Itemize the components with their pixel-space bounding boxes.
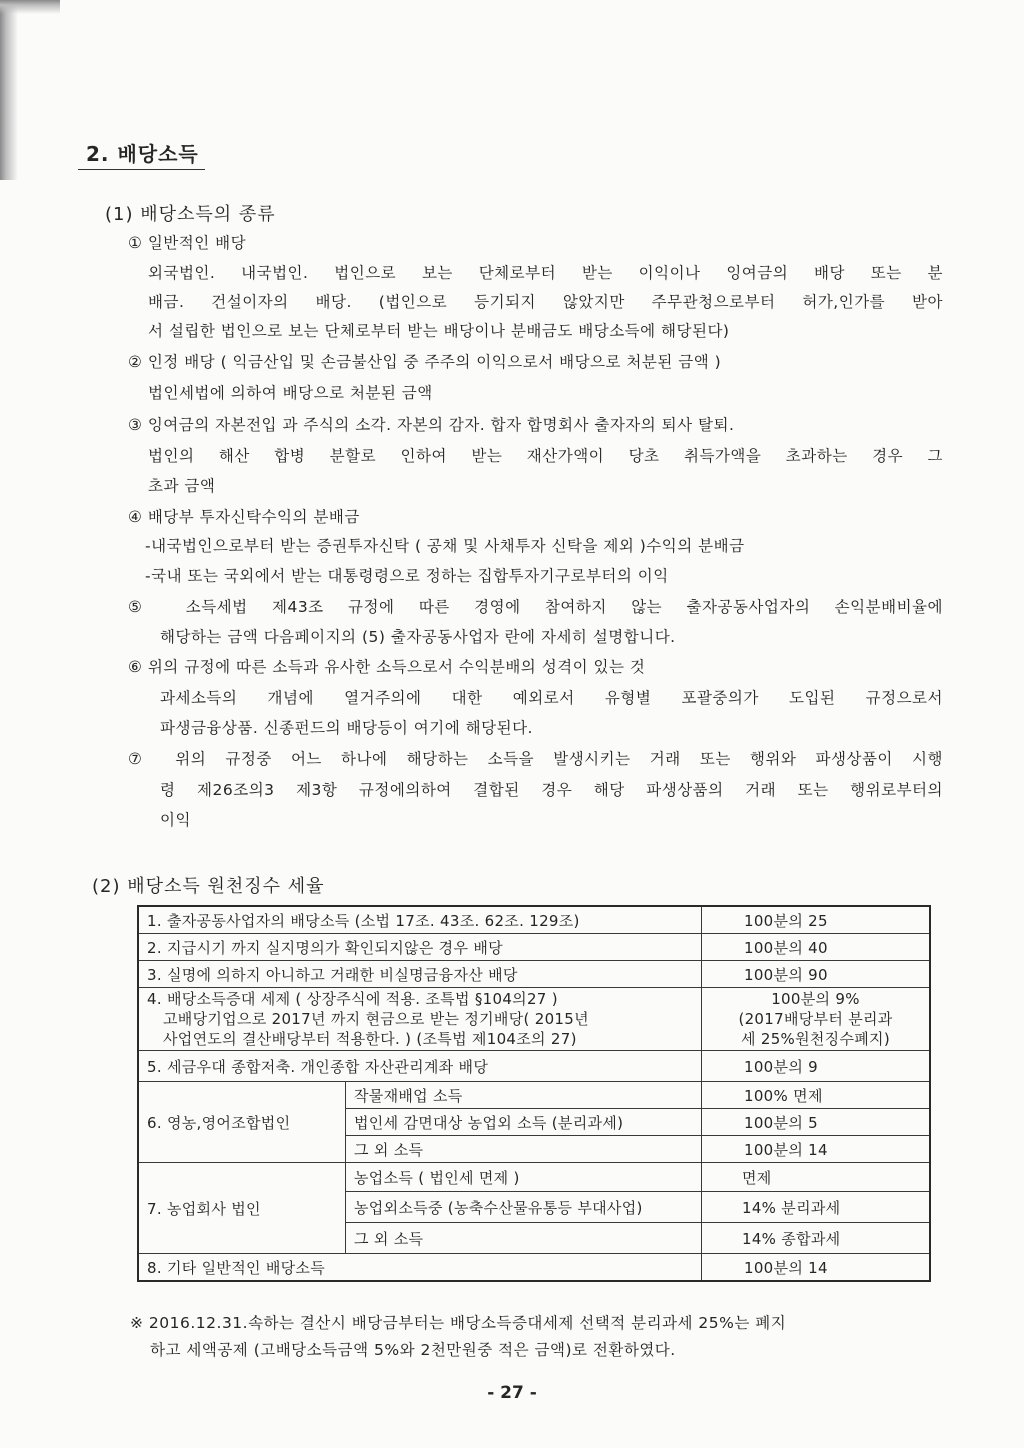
row2-rate: 100분의 40 bbox=[702, 934, 931, 961]
item3-title: ③ 잉여금의 자본전입 과 주식의 소각. 자본의 감자. 합자 합명회사 출자자의 퇴사 탈퇴. bbox=[128, 416, 735, 434]
item6-title: ⑥ 위의 규정에 따른 소득과 유사한 소득으로서 수익분배의 성격이 있는 것 bbox=[128, 658, 646, 676]
row6-sub1-rate: 100% 면제 bbox=[702, 1082, 931, 1109]
row6-sub2-item: 법인세 감면대상 농업외 소득 (분리과세) bbox=[346, 1109, 702, 1136]
item2-title: ② 인정 배당 ( 익금산입 및 손금불산입 중 주주의 이익으로서 배당으로 처분된 금액 ) bbox=[128, 353, 722, 371]
part2-heading: (2) 배당소득 원천징수 세율 bbox=[92, 876, 325, 897]
row1-item: 1. 출자공동사업자의 배당소득 (소법 17조. 43조. 62조. 129조) bbox=[138, 906, 702, 934]
row7-sub1-rate: 면제 bbox=[702, 1163, 931, 1192]
scan-edge-mark-top bbox=[0, 0, 60, 14]
item4-line2: -국내 또는 국외에서 받는 대통령령으로 정하는 집합투자기구로부터의 이익 bbox=[145, 567, 669, 585]
item5-line1: 해당하는 금액 다음페이지의 (5) 출자공동사업자 란에 자세히 설명합니다. bbox=[160, 628, 676, 646]
item7-title: ⑦ 위의 규정중 어느 하나에 해당하는 소득을 발생시키는 거래 또는 행위와 파생상품이 시행 bbox=[128, 750, 943, 768]
row6-group: 6. 영농,영어조합법인 bbox=[138, 1082, 346, 1163]
item6-line1: 과세소득의 개념에 열거주의에 대한 예외로서 유형별 포괄중의가 도입된 규정으로서 bbox=[160, 689, 943, 707]
row1-rate: 100분의 25 bbox=[702, 906, 931, 934]
table-row bbox=[138, 1254, 930, 1282]
table-row bbox=[138, 934, 930, 961]
item6-line2: 파생금융상품. 신종펀드의 배당등이 여기에 해당된다. bbox=[160, 719, 533, 737]
row4-rate-line1: 100분의 9% bbox=[771, 990, 860, 1008]
row3-rate: 100분의 90 bbox=[702, 961, 931, 988]
item4-line1: -내국법인으로부터 받는 증권투자신탁 ( 공채 및 사채투자 신탁을 제외 )수익의 분배금 bbox=[145, 537, 745, 555]
item1-title: ① 일반적인 배당 bbox=[128, 234, 247, 252]
table-row bbox=[138, 906, 930, 934]
row7-group: 7. 농업회사 법인 bbox=[138, 1163, 346, 1254]
item5-title: ⑤ 소득세법 제43조 규정에 따른 경영에 참여하지 않는 출자공동사업자의 손익분배비율에 bbox=[128, 598, 943, 616]
row7-sub1-item: 농업소득 ( 법인세 면제 ) bbox=[346, 1163, 702, 1192]
row4-rate bbox=[702, 988, 931, 1051]
row3-item: 3. 실명에 의하지 아니하고 거래한 비실명금융자산 배당 bbox=[138, 961, 702, 988]
row4-rate-line2: (2017배당부터 분리과 bbox=[738, 1010, 893, 1028]
note-line1: ※ 2016.12.31.속하는 결산시 배당금부터는 배당소득증대세제 선택적 분리과세 25%는 폐지 bbox=[130, 1314, 787, 1332]
row4-item-line1: 4. 배당소득증대 세제 ( 상장주식에 적용. 조특법 §104의27 ) bbox=[147, 990, 558, 1008]
table-row bbox=[138, 1051, 930, 1082]
part1-heading: (1) 배당소득의 종류 bbox=[105, 204, 276, 225]
row5-rate: 100분의 9 bbox=[702, 1051, 931, 1082]
scan-edge-mark bbox=[0, 0, 18, 180]
note-line2: 하고 세액공제 (고배당소득금액 5%와 2천만원중 적은 금액)로 전환하였다. bbox=[150, 1341, 676, 1359]
page-number: - 27 - bbox=[487, 1383, 537, 1403]
row4-item-line3: 사업연도의 결산배당부터 적용한다. ) (조특법 제104조의 27) bbox=[163, 1030, 577, 1048]
item3-line1: 법인의 해산 합병 분할로 인하여 받는 재산가액이 당초 취득가액을 초과하는 경우 그 bbox=[148, 447, 943, 465]
item1-line1: 외국법인. 내국법인. 법인으로 보는 단체로부터 받는 이익이나 잉여금의 배당 또는 분 bbox=[148, 264, 943, 282]
row6-sub1-item: 작물재배업 소득 bbox=[346, 1082, 702, 1109]
table-row bbox=[138, 1082, 930, 1109]
row4-rate-line3: 세 25%원천징수폐지) bbox=[741, 1030, 890, 1048]
row4-item bbox=[138, 988, 702, 1051]
row8-item: 8. 기타 일반적인 배당소득 bbox=[138, 1254, 702, 1282]
row7-sub2-rate: 14% 분리과세 bbox=[702, 1192, 931, 1223]
row2-item: 2. 지급시기 까지 실지명의가 확인되지않은 경우 배당 bbox=[138, 934, 702, 961]
table-row bbox=[138, 988, 930, 1051]
row7-sub2-item: 농업외소득중 (농축수산물유통등 부대사업) bbox=[346, 1192, 702, 1223]
item4-title: ④ 배당부 투자신탁수익의 분배금 bbox=[128, 508, 360, 526]
row6-sub2-rate: 100분의 5 bbox=[702, 1109, 931, 1136]
row5-item: 5. 세금우대 종합저축. 개인종합 자산관리계좌 배당 bbox=[138, 1051, 702, 1082]
table-row bbox=[138, 961, 930, 988]
row6-sub3-item: 그 외 소득 bbox=[346, 1136, 702, 1163]
withholding-rate-table bbox=[137, 905, 931, 1282]
item3-line2: 초과 금액 bbox=[148, 477, 216, 495]
row8-rate: 100분의 14 bbox=[702, 1254, 931, 1282]
item1-line2: 배금. 건설이자의 배당. (법인으로 등기되지 않았지만 주무관청으로부터 허가,인가를 받아 bbox=[148, 293, 943, 311]
row6-sub3-rate: 100분의 14 bbox=[702, 1136, 931, 1163]
table-row bbox=[138, 1163, 930, 1192]
section-title: 2. 배당소득 bbox=[78, 138, 205, 170]
item2-line1: 법인세법에 의하여 배당으로 처분된 금액 bbox=[148, 384, 433, 402]
item7-line1: 령 제26조의3 제3항 규정에의하여 결합된 경우 해당 파생상품의 거래 또는 행위로부터의 bbox=[160, 781, 943, 799]
item1-line3: 서 설립한 법인으로 보는 단체로부터 받는 배당이나 분배금도 배당소득에 해당된다) bbox=[148, 322, 730, 340]
row4-item-line2: 고배당기업으로 2017년 까지 현금으로 받는 정기배당( 2015년 bbox=[163, 1010, 589, 1028]
item7-line2: 이익 bbox=[160, 811, 191, 829]
row7-sub3-rate: 14% 종합과세 bbox=[702, 1223, 931, 1254]
row7-sub3-item: 그 외 소득 bbox=[346, 1223, 702, 1254]
